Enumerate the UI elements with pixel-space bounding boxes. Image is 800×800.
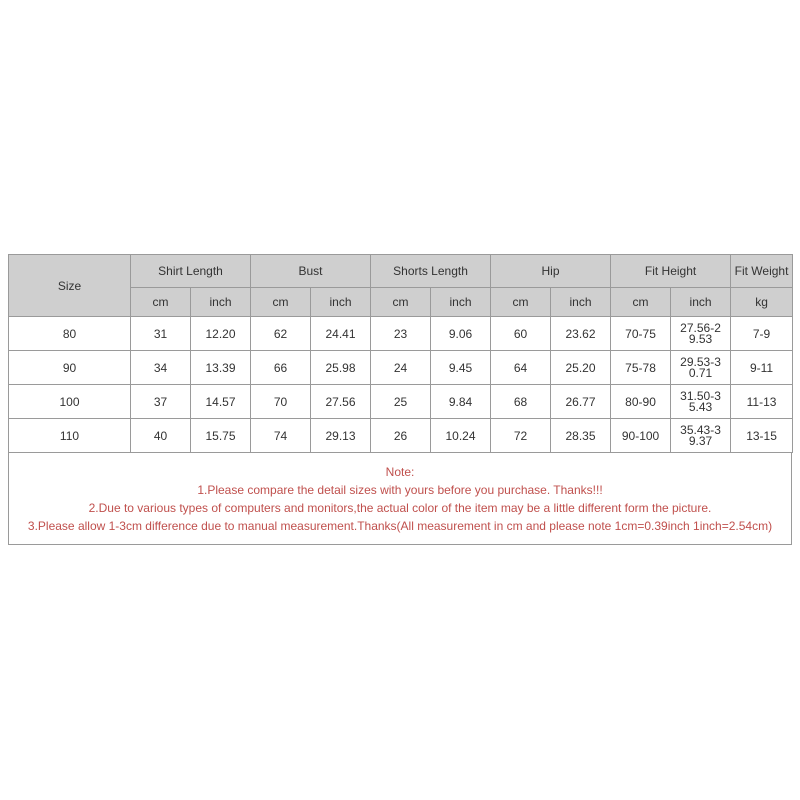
group-header-shirt-length: Shirt Length: [131, 255, 251, 288]
table-cell: 70: [251, 385, 311, 419]
size-header: Size: [9, 255, 131, 317]
unit-header: inch: [671, 288, 731, 317]
fit-height-inch-value: 31.50-35.43: [680, 388, 721, 414]
note-title: Note:: [385, 464, 415, 479]
unit-header: inch: [431, 288, 491, 317]
table-cell: 74: [251, 419, 311, 453]
table-cell: 75-78: [611, 351, 671, 385]
table-cell: 80-90: [611, 385, 671, 419]
table-cell: 66: [251, 351, 311, 385]
table-cell: 31: [131, 317, 191, 351]
table-row: [9, 351, 793, 385]
group-header-row: [9, 255, 793, 288]
table-row: [9, 317, 793, 351]
group-header-shorts-length: Shorts Length: [371, 255, 491, 288]
table-cell: 10.24: [431, 419, 491, 453]
table-cell: 25.20: [551, 351, 611, 385]
table-cell: 14.57: [191, 385, 251, 419]
table-cell: 100: [9, 385, 131, 419]
table-cell: 25: [371, 385, 431, 419]
table-cell: 9.84: [431, 385, 491, 419]
table-cell: [671, 351, 731, 385]
table-cell: 23: [371, 317, 431, 351]
group-header-bust: Bust: [251, 255, 371, 288]
table-row: [9, 419, 793, 453]
table-cell: [671, 317, 731, 351]
group-header-fit-weight: Fit Weight: [731, 255, 793, 288]
table-cell: 70-75: [611, 317, 671, 351]
table-cell: 80: [9, 317, 131, 351]
table-cell: 40: [131, 419, 191, 453]
table-cell: 24.41: [311, 317, 371, 351]
table-cell: 26: [371, 419, 431, 453]
table-cell: 62: [251, 317, 311, 351]
note-line-3: 3.Please allow 1-3cm difference due to manual measurement.Thanks(All measurement in cm and please note 1cm=0.39inch 1inch=2.54cm): [27, 518, 773, 533]
unit-header: kg: [731, 288, 793, 317]
note-line-2: 2.Due to various types of computers and monitors,the actual color of the item may be a little different form the picture.: [88, 500, 712, 515]
table-cell: [671, 419, 731, 453]
table-cell: 11-13: [731, 385, 793, 419]
fit-height-inch-value: 27.56-29.53: [680, 320, 721, 346]
unit-header: cm: [371, 288, 431, 317]
table-cell: 9.45: [431, 351, 491, 385]
table-cell: 9-11: [731, 351, 793, 385]
unit-header: cm: [611, 288, 671, 317]
table-cell: 37: [131, 385, 191, 419]
group-header-fit-height: Fit Height: [611, 255, 731, 288]
table-cell: 110: [9, 419, 131, 453]
table-cell: 28.35: [551, 419, 611, 453]
table-row: [9, 385, 793, 419]
table-cell: 90-100: [611, 419, 671, 453]
table-cell: 9.06: [431, 317, 491, 351]
table-cell: 15.75: [191, 419, 251, 453]
table-cell: 26.77: [551, 385, 611, 419]
table-cell: 12.20: [191, 317, 251, 351]
unit-header: inch: [311, 288, 371, 317]
table-cell: 64: [491, 351, 551, 385]
table-cell: 90: [9, 351, 131, 385]
unit-header: inch: [551, 288, 611, 317]
unit-header: cm: [131, 288, 191, 317]
table-cell: 13.39: [191, 351, 251, 385]
table-cell: 23.62: [551, 317, 611, 351]
table-cell: 72: [491, 419, 551, 453]
note-box: [8, 453, 792, 545]
unit-header: inch: [191, 288, 251, 317]
note-line-1: 1.Please compare the detail sizes with yours before you purchase. Thanks!!!: [197, 482, 603, 497]
table-cell: 60: [491, 317, 551, 351]
table-cell: [671, 385, 731, 419]
table-cell: 24: [371, 351, 431, 385]
size-table: [8, 254, 793, 453]
table-cell: 27.56: [311, 385, 371, 419]
size-chart: [8, 254, 792, 545]
table-cell: 68: [491, 385, 551, 419]
table-cell: 7-9: [731, 317, 793, 351]
table-cell: 34: [131, 351, 191, 385]
group-header-hip: Hip: [491, 255, 611, 288]
fit-height-inch-value: 29.53-30.71: [680, 354, 721, 380]
fit-height-inch-value: 35.43-39.37: [680, 422, 721, 448]
table-cell: 25.98: [311, 351, 371, 385]
table-cell: 29.13: [311, 419, 371, 453]
table-cell: 13-15: [731, 419, 793, 453]
unit-header: cm: [491, 288, 551, 317]
table-body: [9, 317, 793, 453]
unit-header: cm: [251, 288, 311, 317]
